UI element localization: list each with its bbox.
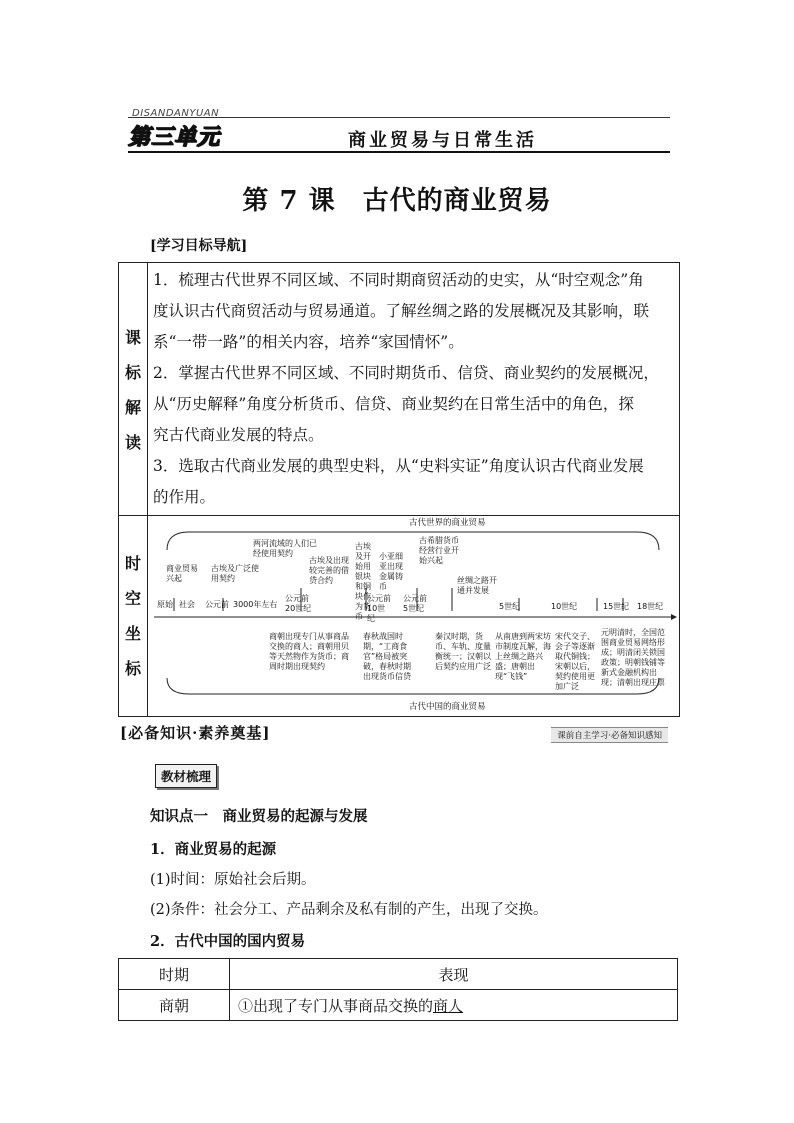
china-event: 秦汉时期，货币、车轨、度量衡统一；汉朝以后契约应用广泛 [435, 632, 491, 671]
objective-line: 从“历史解释”角度分析货币、信贷、商业契约在日常生活中的角色，探 [153, 395, 634, 413]
timeline-graphic [149, 514, 677, 714]
side-char: 坐 [124, 624, 141, 643]
side-char: 解 [124, 398, 141, 417]
section-bar [118, 722, 678, 744]
side-char: 空 [124, 589, 141, 608]
objective-line: 2．掌握古代世界不同区域、不同时期货币、信贷、商业契约的发展概况， [153, 364, 659, 382]
world-event: 古埃及开始用银块和铜块作为货币 [355, 542, 371, 621]
objectives-table [118, 262, 680, 516]
objective-line: 1．梳理古代世界不同区域、不同时期商贸活动的史实，从“时空观念”角 [153, 271, 644, 289]
item-heading: 2．古代中国的国内贸易 [150, 933, 306, 950]
china-event: 宋代交子、会子等逐渐取代铜钱；宋朝以后，契约使用更加广泛 [555, 632, 595, 691]
axis-label: 原始 [157, 600, 173, 609]
axis-label: 18世纪 [637, 602, 664, 611]
world-event: 古埃及广泛使用契约 [211, 564, 259, 583]
side-char: 读 [124, 433, 141, 452]
unit-title: 商业贸易与日常生活 [348, 130, 537, 151]
objective-line: 度认识古代商贸活动与贸易通道。了解丝绸之路的发展概况及其影响，联 [153, 302, 650, 320]
table-header: 时期 [119, 959, 230, 990]
axis-label: 10世纪 [551, 602, 578, 611]
objective-line: 的作用。 [153, 488, 216, 506]
item-paragraph: (1)时间：原始社会后期。 [150, 872, 316, 888]
timeline-bottom-label: 古代中国的商业贸易 [409, 702, 486, 712]
china-event: 元明清时，全国范围商业贸易网络形成；明清闭关锁国政策；明朝钱铺等新式金融机构出现；清朝出现庄票 [601, 628, 665, 687]
axis-label: 15世纪 [603, 602, 630, 611]
world-event: 小亚细亚出现金属铸币 [379, 552, 403, 591]
world-event: 两河流域的人们已经使用契约 [253, 539, 317, 558]
objectives-side-label [119, 263, 148, 515]
china-event: 从南唐到两宋坊市制度瓦解，海上丝绸之路兴盛；唐朝出现“飞钱” [495, 632, 551, 681]
underlined-answer: 商人 [433, 996, 464, 1015]
header-top-rule [128, 117, 670, 118]
axis-label: 公元前 [205, 600, 229, 609]
cell-text: ①出现了专门从事商品交换的 [238, 996, 434, 1015]
side-char: 课 [124, 328, 141, 347]
side-char: 时 [124, 554, 141, 573]
table-cell: 商朝 [119, 990, 230, 1021]
objective-line: 究古代商业发展的特点。 [153, 426, 324, 444]
china-event: 商朝出现专门从事商品交换的商人；商朝用贝等天然物作为货币；商周时期出现契约 [269, 632, 349, 671]
axis-label: 公元前5世纪 [403, 594, 427, 613]
china-event: 春秋战国时期，“工商食官”格局被突破，春秋时期出现货币信贷 [363, 632, 411, 681]
timeline-table [118, 514, 680, 717]
axis-label: 5世纪 [499, 602, 521, 611]
item-paragraph: (2)条件：社会分工、产品剩余及私有制的产生，出现了交换。 [150, 902, 548, 918]
unit-badge: 第三单元 [128, 125, 221, 150]
axis-label: 公元前20世纪 [285, 594, 312, 613]
axis-label: 3000年左右 [233, 600, 278, 609]
objective-line: 系“一带一路”的相关内容，培养“家国情怀”。 [153, 333, 464, 351]
item-heading: 1．商业贸易的起源 [150, 841, 277, 858]
side-char: 标 [124, 659, 141, 678]
objectives-text [153, 265, 671, 513]
axis-label: 社会 [179, 600, 195, 609]
textbook-summary-label: 教材梳理 [155, 764, 217, 788]
world-event: 古希腊货币经营行业开始兴起 [419, 536, 459, 565]
table-header-row [119, 959, 678, 990]
section-title: [必备知识·素养奠基] [120, 724, 271, 742]
lesson-title: 第 7 课 古代的商业贸易 [242, 186, 552, 216]
side-char: 标 [124, 363, 141, 382]
trade-table [118, 958, 678, 1021]
world-event: 古埃及出现较完善的借贷合约 [309, 556, 349, 585]
timeline-top-label: 古代世界的商业贸易 [409, 518, 486, 528]
table-row [119, 990, 678, 1021]
timeline-side-label [119, 514, 148, 716]
axis-label: 公元前10世纪 [367, 594, 391, 623]
section-tag: 课前自主学习·必备知识感知 [551, 727, 668, 743]
knowledge-point-title: 知识点一 商业贸易的起源与发展 [150, 808, 368, 825]
unit-pinyin: DISANDANYUAN [132, 108, 220, 119]
table-cell [230, 990, 678, 1021]
table-header: 表现 [230, 959, 678, 990]
objective-line: 3．选取古代商业发展的典型史料，从“史料实证”角度认识古代商业发展 [153, 457, 644, 475]
world-event: 商业贸易兴起 [166, 564, 198, 583]
header-bottom-rule [128, 151, 670, 153]
nav-label: [学习目标导航] [150, 238, 248, 254]
world-event: 丝绸之路开通并发展 [457, 576, 497, 595]
